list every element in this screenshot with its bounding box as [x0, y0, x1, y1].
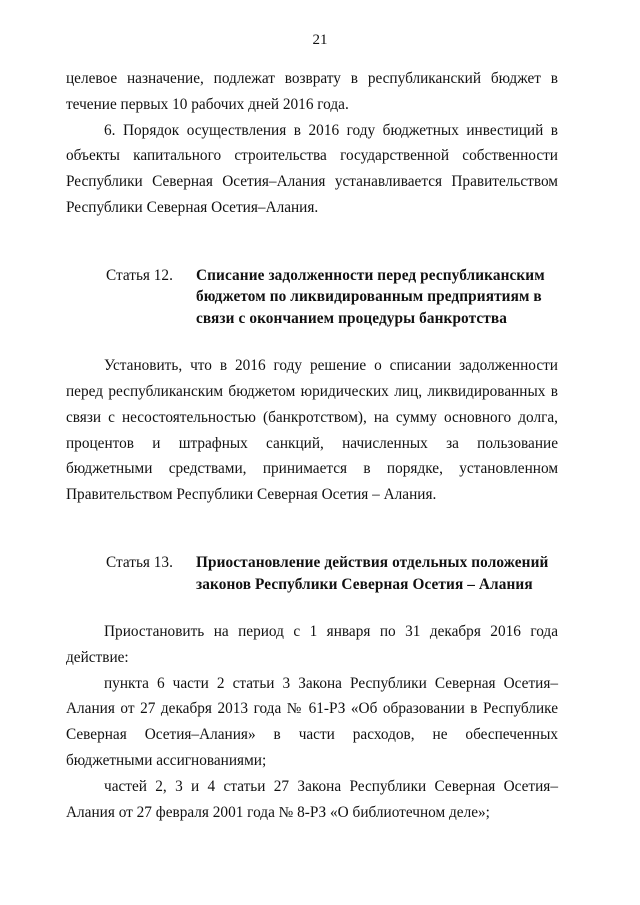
- article-13-title: [196, 552, 548, 595]
- page-number: 21: [312, 32, 328, 48]
- article-13-heading: [106, 552, 558, 595]
- paragraph-continuation: целевое назначение, подлежат возврату в республиканский бюджет в течение первых 10 рабочих дней 2016 года.: [66, 70, 558, 113]
- paragraph-item-6: 6. Порядок осуществления в 2016 году бюджетных инвестиций в объекты капитального строительства государственной собственности Республики Северная Осетия–Алания устанавливается Правительством Республики Северная Осетия–Алания.: [66, 121, 558, 216]
- article-13-paragraph: частей 2, 3 и 4 статьи 27 Закона Республики Северная Осетия–Алания от 27 февраля 2001 года № 8-РЗ «О библиотечном деле»;: [66, 777, 558, 821]
- article-13-paragraph: Приостановить на период с 1 января по 31 декабря 2016 года действие:: [66, 623, 558, 666]
- article-12-text: Установить, что в 2016 году решение о списании задолженности перед республиканским бюджетом юридических лиц, ликвидированных в связи с несостоятельностью (банкротством), на сумму основного долга, процентов и штрафных санкций, начисленных за пользование бюджетными средствами, принимается в порядке, установленном Правительством Республики Северная Осетия – Алания.: [66, 357, 558, 504]
- article-13-title-line: Приостановление действия отдельных положений: [196, 554, 549, 572]
- article-13-paragraph: пункта 6 части 2 статьи 3 Закона Республики Северная Осетия–Алания от 27 декабря 2013 года № 61-РЗ «Об образовании в Республике Северная Осетия–Алания» в части расходов, не обеспеченных бюджетными ассигнованиями;: [66, 674, 558, 770]
- article-13-number: Статья 13.: [106, 554, 173, 572]
- article-12-title-line: связи с окончанием процедуры банкротства: [196, 309, 508, 327]
- article-12-heading: [106, 265, 558, 330]
- article-12-number: Статья 12.: [106, 266, 173, 284]
- document-body: [66, 66, 558, 825]
- article-12-title: [196, 265, 545, 330]
- article-12-title-line: Списание задолженности перед республиканским: [196, 266, 545, 284]
- article-13-title-line: законов Республики Северная Осетия – Алания: [196, 575, 533, 593]
- article-12-title-line: бюджетом по ликвидированным предприятиям в: [196, 288, 542, 306]
